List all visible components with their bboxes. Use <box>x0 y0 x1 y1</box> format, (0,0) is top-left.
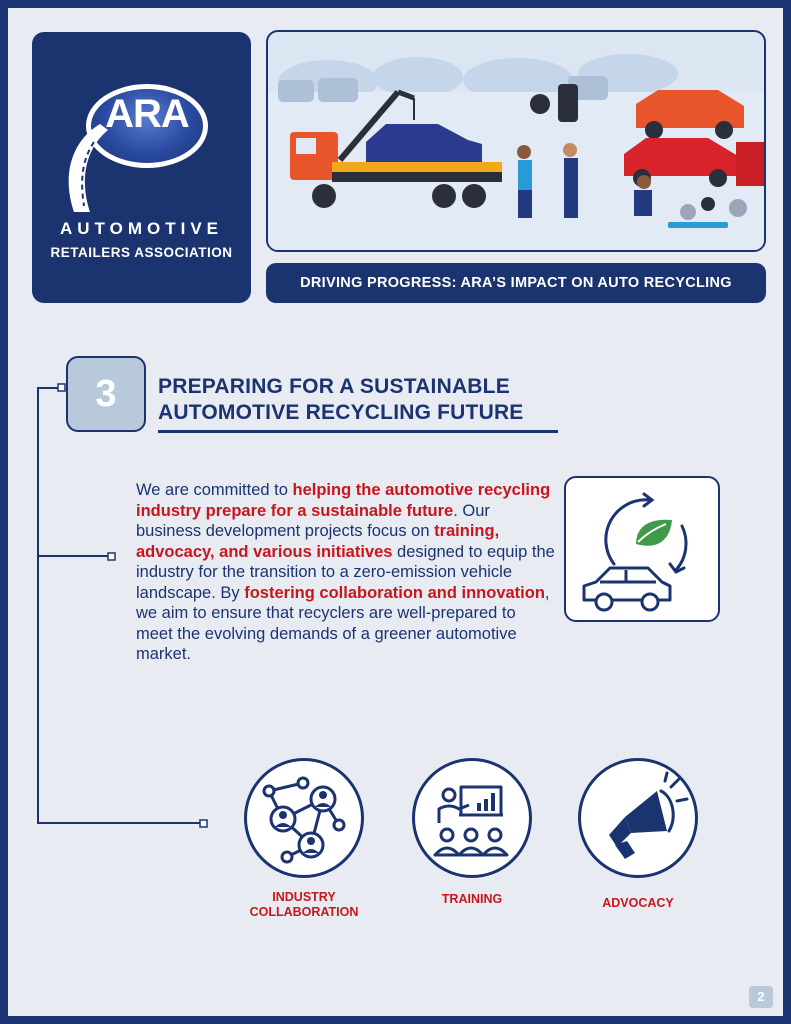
eco-car-card <box>564 476 720 622</box>
section-title-line-1: PREPARING FOR A SUSTAINABLE <box>158 375 510 398</box>
body-text-4: , we aim to ensure that recyclers are well-prepared to meet the evolving demands of a greener automotive market. <box>136 583 550 663</box>
industry-collaboration-label <box>224 890 384 920</box>
body-text-1: We are committed to <box>136 481 293 499</box>
body-highlight-2: training, advocacy, and various initiatives <box>136 522 500 561</box>
presentation-icon <box>415 761 529 875</box>
body-highlight-3: fostering collaboration and innovation <box>244 583 545 602</box>
section-number: 3 <box>66 356 146 432</box>
eco-car-cycle-icon <box>566 478 718 620</box>
training-circle <box>412 758 532 878</box>
page <box>8 8 783 1016</box>
title-underline <box>158 430 558 433</box>
advocacy-label: ADVOCACY <box>602 896 674 910</box>
logo-line-2: RETAILERS ASSOCIATION <box>50 245 233 260</box>
pillar-label-line-2: COLLABORATION <box>249 905 359 919</box>
industry-collaboration-circle <box>244 758 364 878</box>
body-text-3: designed to equip the industry for the transition to a zero-emission vehicle landscape. By <box>136 542 555 602</box>
body-text-2: . Our business development projects focus on <box>136 501 490 540</box>
section-title <box>158 374 578 426</box>
pillar-label-line-1: INDUSTRY <box>272 890 336 904</box>
page-number: 2 <box>749 986 773 1008</box>
training-label: TRAINING <box>441 892 503 906</box>
section-title-line-2: AUTOMOTIVE RECYCLING FUTURE <box>158 401 524 424</box>
network-people-icon <box>247 761 361 875</box>
logo-mark-text: ARA <box>105 92 189 136</box>
logo-line-1: AUTOMOTIVE <box>59 219 224 238</box>
hero-banner: DRIVING PROGRESS: ARA’S IMPACT ON AUTO RECYCLING <box>266 263 766 303</box>
body-paragraph <box>136 480 556 665</box>
body-highlight-1: helping the automotive recycling industry prepare for a sustainable future <box>136 481 551 520</box>
megaphone-icon <box>581 761 695 875</box>
advocacy-circle <box>578 758 698 878</box>
